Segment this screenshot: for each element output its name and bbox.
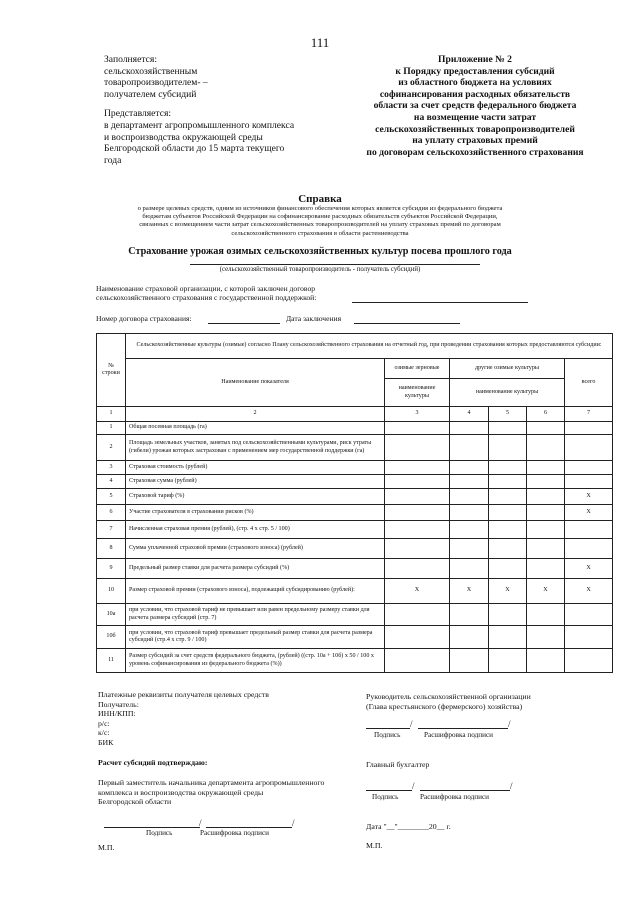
value-cell[interactable]	[527, 521, 565, 539]
crop-names-header: наименование культуры	[450, 379, 565, 407]
row-number-header: № строки	[97, 334, 126, 407]
crops-top-header: Сельскохозяйственные культуры (озимые) согласно Плану сельскохозяйственного страхования на отчетный год, при проведении страхования которых предоставляются субсидии:	[126, 334, 613, 359]
value-cell[interactable]	[385, 521, 450, 539]
other-winter-crops-header: другие озимые культуры	[450, 359, 565, 379]
row-label: при условии, что страховой тариф не превышает или равен предельному размеру ставки для расчета размера субсидий (стр. 7)	[126, 604, 385, 626]
confirm-sign-label: Подпись	[146, 829, 173, 837]
row-number: 7	[97, 521, 126, 539]
row-label: Размер субсидий за счет средств федерального бюджета, (рублей) ((стр. 10а + 10б) х 50 / 100 х уровень софинансирования из федерального бюджета (%))	[126, 649, 385, 673]
head-sign-label: Подпись	[374, 731, 401, 739]
row-label: Предельный размер ставки для расчета размера субсидий (%)	[126, 559, 385, 579]
appendix-line: софинансирования расходных обязательств	[379, 88, 571, 100]
value-cell[interactable]	[527, 539, 565, 559]
value-cell[interactable]	[385, 505, 450, 521]
row-label: Начисленная страховая премия (рублей), (стр. 4 х стр. 5 / 100)	[126, 521, 385, 539]
value-cell[interactable]	[565, 435, 613, 461]
value-cell[interactable]	[385, 559, 450, 579]
header-line: Представляется:	[104, 108, 172, 120]
value-cell[interactable]: X	[565, 489, 613, 505]
row-number: 10б	[97, 626, 126, 649]
value-cell[interactable]: X	[565, 579, 613, 604]
value-cell[interactable]	[565, 604, 613, 626]
row-label: Страховая стоимость (рублей)	[126, 461, 385, 475]
column-number: 2	[126, 407, 385, 422]
value-cell[interactable]	[450, 649, 489, 673]
row-number: 11	[97, 649, 126, 673]
value-cell[interactable]	[385, 475, 450, 489]
payment-field[interactable]: к/с:	[98, 728, 110, 738]
confirm-decode-label: Расшифровка подписи	[200, 829, 269, 837]
separator-slash-icon: /	[199, 818, 202, 828]
column-number: 3	[385, 407, 450, 422]
value-cell[interactable]	[385, 435, 450, 461]
value-cell[interactable]	[527, 475, 565, 489]
table-row	[97, 559, 613, 579]
column-number: 4	[450, 407, 489, 422]
value-cell[interactable]	[489, 649, 527, 673]
separator-slash-icon: /	[508, 719, 511, 729]
table-row	[97, 489, 613, 505]
value-cell[interactable]	[527, 489, 565, 505]
head-decode-line[interactable]	[418, 728, 508, 729]
separator-slash-icon: /	[510, 781, 513, 791]
value-cell[interactable]	[565, 475, 613, 489]
producer-caption: (сельскохозяйственный товаропроизводитель - получатель субсидий)	[219, 266, 421, 273]
description-line: сельскохозяйственного страхования в области растениеводства	[231, 229, 409, 237]
value-cell[interactable]: X	[565, 559, 613, 579]
header-line: товаропроизводителем- –	[104, 77, 208, 89]
official-line: Первый заместитель начальника департамента агропромышленного	[98, 778, 325, 787]
value-cell[interactable]	[489, 521, 527, 539]
value-cell[interactable]: X	[489, 579, 527, 604]
total-header: всего	[565, 359, 613, 407]
value-cell[interactable]	[450, 475, 489, 489]
head-title-line1: Руководитель сельскохозяйственной организации	[366, 692, 531, 701]
value-cell[interactable]	[527, 649, 565, 673]
value-cell[interactable]	[450, 559, 489, 579]
value-cell[interactable]	[450, 539, 489, 559]
column-number: 5	[489, 407, 527, 422]
row-label: Сумма уплаченной страховой премии (страхового взноса) (рублей)	[126, 539, 385, 559]
row-label: при условии, что страховой тариф превышает предельный размер ставки для расчета размера субсидий (стр.4 х стр. 9 / 100)	[126, 626, 385, 649]
row-label: Участие страхователя в страховании рисков (%)	[126, 505, 385, 521]
row-number: 8	[97, 539, 126, 559]
row-number: 10а	[97, 604, 126, 626]
value-cell[interactable]	[450, 626, 489, 649]
page-number: 111	[310, 35, 330, 50]
value-cell[interactable]	[489, 604, 527, 626]
confirm-title: Расчет субсидий подтверждаю:	[98, 758, 208, 767]
contract-date-label: Дата заключения	[286, 314, 342, 323]
confirm-signature-line[interactable]	[104, 827, 200, 828]
contract-number-label: Номер договора страхования:	[96, 314, 192, 323]
column-number: 6	[527, 407, 565, 422]
row-number: 9	[97, 559, 126, 579]
payment-field[interactable]: Получатель:	[98, 699, 139, 709]
value-cell[interactable]	[450, 604, 489, 626]
value-cell[interactable]	[489, 435, 527, 461]
value-cell[interactable]	[565, 649, 613, 673]
fill-instructions	[104, 54, 334, 100]
producer-fill-line[interactable]	[190, 264, 480, 265]
official-line: Белгородской области	[98, 797, 172, 807]
accountant-decode-label: Расшифровка подписи	[420, 793, 489, 801]
description-line: бюджетам субъектов Российской Федерации на софинансирование расходных обязательств субъектов Российской Федерации,	[142, 213, 498, 221]
table-row	[97, 461, 613, 475]
insurer-label-line2: сельскохозяйственного страхования с государственной поддержкой:	[96, 293, 317, 302]
payment-field[interactable]: р/с:	[98, 718, 110, 728]
value-cell[interactable]	[450, 505, 489, 521]
value-cell[interactable]	[489, 489, 527, 505]
value-cell[interactable]	[565, 626, 613, 649]
appendix-line: сельскохозяйственных товаропроизводителей	[375, 123, 575, 135]
header-line: и воспроизводства окружающей среды	[104, 131, 263, 143]
official-line: комплекса и воспроизводства окружающей среды	[98, 787, 264, 797]
value-cell[interactable]	[450, 461, 489, 475]
header-line: года	[104, 154, 122, 166]
value-cell[interactable]	[489, 461, 527, 475]
value-cell[interactable]	[385, 539, 450, 559]
value-cell[interactable]	[527, 559, 565, 579]
row-label: Общая посевная площадь (га)	[126, 422, 385, 435]
payment-field[interactable]: БИК	[98, 737, 114, 747]
payment-title: Платежные реквизиты получателя целевых средств	[98, 690, 269, 699]
appendix-line: области за счет средств федерального бюджета	[373, 100, 577, 112]
table-row	[97, 435, 613, 461]
appendix-line: к Порядку предоставления субсидий	[395, 65, 555, 77]
head-signature-line[interactable]	[366, 728, 410, 729]
payment-field[interactable]: ИНН/КПП:	[98, 709, 136, 719]
value-cell[interactable]	[489, 422, 527, 435]
table-row	[97, 505, 613, 521]
appendix-line: на возмещение части затрат	[413, 111, 537, 123]
accountant-decode-line[interactable]	[420, 790, 510, 791]
value-cell[interactable]	[385, 626, 450, 649]
contract-number-field[interactable]	[208, 323, 280, 324]
confirm-official	[98, 778, 358, 807]
table-row	[97, 521, 613, 539]
insurer-fill-line[interactable]	[352, 302, 528, 303]
left-header	[104, 54, 334, 166]
value-cell[interactable]	[489, 475, 527, 489]
description-line: связанных с возмещением части затрат сельскохозяйственных товаропроизводителей на уплату страховых премий по договорам	[139, 221, 501, 229]
confirm-decode-line[interactable]	[206, 827, 292, 828]
separator-slash-icon: /	[412, 781, 415, 791]
insurer-label-line1: Наименование страховой организации, с которой заключен договор	[96, 284, 316, 293]
header-line: сельскохозяйственным	[104, 65, 198, 77]
submit-instructions	[104, 108, 334, 166]
row-number: 10	[97, 579, 126, 604]
row-label: Площадь земельных участков, занятых под сельскохозяйственными культурами, риск утраты (гибели) урожая которых застрахован с применением мер государственной поддержки (га)	[126, 435, 385, 461]
payment-details	[98, 690, 338, 748]
row-number: 4	[97, 475, 126, 489]
column-number: 1	[97, 407, 126, 422]
indicator-header: Наименование показателя	[126, 359, 385, 407]
row-number: 5	[97, 489, 126, 505]
stamp-place-label: М.П.	[98, 843, 115, 852]
appendix-line: на уплату страховых премий	[412, 135, 538, 147]
row-number: 6	[97, 505, 126, 521]
header-line: получателем субсидий	[104, 88, 197, 100]
document-subtitle: Страхование урожая озимых сельскохозяйственных культур посева прошлого года	[128, 246, 512, 257]
accountant-sign-label: Подпись	[372, 793, 399, 801]
head-decode-label: Расшифровка подписи	[424, 731, 493, 739]
subsidy-table	[96, 333, 613, 673]
value-cell[interactable]	[385, 649, 450, 673]
table-row	[97, 604, 613, 626]
value-cell[interactable]	[527, 505, 565, 521]
value-cell[interactable]	[450, 489, 489, 505]
row-label: Страховая сумма (рублей)	[126, 475, 385, 489]
value-cell[interactable]	[489, 539, 527, 559]
header-line: Белгородской области до 15 марта текущего	[104, 143, 285, 155]
table-row	[97, 539, 613, 559]
value-cell[interactable]	[565, 539, 613, 559]
value-cell[interactable]	[385, 489, 450, 505]
table-row	[97, 649, 613, 673]
value-cell[interactable]: X	[450, 579, 489, 604]
value-cell[interactable]: X	[527, 579, 565, 604]
value-cell[interactable]: X	[565, 505, 613, 521]
value-cell[interactable]	[527, 422, 565, 435]
document-description	[110, 205, 530, 238]
value-cell[interactable]	[527, 604, 565, 626]
value-cell[interactable]	[489, 559, 527, 579]
stamp-place-label: М.П.	[366, 841, 383, 850]
table-row	[97, 422, 613, 435]
date-field[interactable]: Дата "__"________20__ г.	[366, 822, 451, 831]
head-title-line2: (Глава крестьянского (фермерского) хозяйства)	[366, 701, 523, 711]
value-cell[interactable]	[450, 435, 489, 461]
column-number: 7	[565, 407, 613, 422]
value-cell[interactable]	[527, 461, 565, 475]
value-cell[interactable]	[489, 505, 527, 521]
value-cell[interactable]	[385, 461, 450, 475]
contract-date-field[interactable]	[354, 323, 460, 324]
table-row	[97, 579, 613, 604]
value-cell[interactable]	[527, 435, 565, 461]
appendix-line: из областного бюджета на условиях	[398, 77, 552, 89]
value-cell[interactable]	[450, 521, 489, 539]
appendix-line: Приложение № 2	[438, 54, 512, 65]
header-line: в департамент агропромышленного комплекса	[104, 119, 295, 131]
value-cell[interactable]	[489, 626, 527, 649]
head-of-organization	[366, 692, 616, 711]
winter-grain-header: озимые зерновые	[385, 359, 450, 379]
document-title: Справка	[298, 193, 342, 205]
row-label: Размер страховой премии (страхового взноса), подлежащий субсидированию (рублей):	[126, 579, 385, 604]
separator-slash-icon: /	[410, 719, 413, 729]
row-number: 3	[97, 461, 126, 475]
value-cell[interactable]: X	[385, 579, 450, 604]
header-line: Заполняется:	[104, 54, 157, 65]
value-cell[interactable]	[450, 422, 489, 435]
value-cell[interactable]	[385, 604, 450, 626]
value-cell[interactable]	[565, 422, 613, 435]
accountant-signature-line[interactable]	[366, 790, 412, 791]
value-cell[interactable]	[527, 626, 565, 649]
appendix-line: по договорам сельскохозяйственного страхования	[366, 146, 584, 158]
row-number: 1	[97, 422, 126, 435]
row-number: 2	[97, 435, 126, 461]
value-cell[interactable]	[385, 422, 450, 435]
row-label: Страховой тариф (%)	[126, 489, 385, 505]
crop-name-header: наименование культуры	[385, 379, 450, 407]
value-cell[interactable]	[565, 461, 613, 475]
table-row	[97, 475, 613, 489]
description-line: о размере целевых средств, одним из источников финансового обеспечения которых является субсидия из федерального бюджета	[137, 205, 503, 212]
table-row	[97, 626, 613, 649]
value-cell[interactable]	[565, 521, 613, 539]
separator-slash-icon: /	[292, 818, 295, 828]
appendix-header	[330, 54, 620, 158]
accountant-title: Главный бухгалтер	[366, 760, 430, 769]
